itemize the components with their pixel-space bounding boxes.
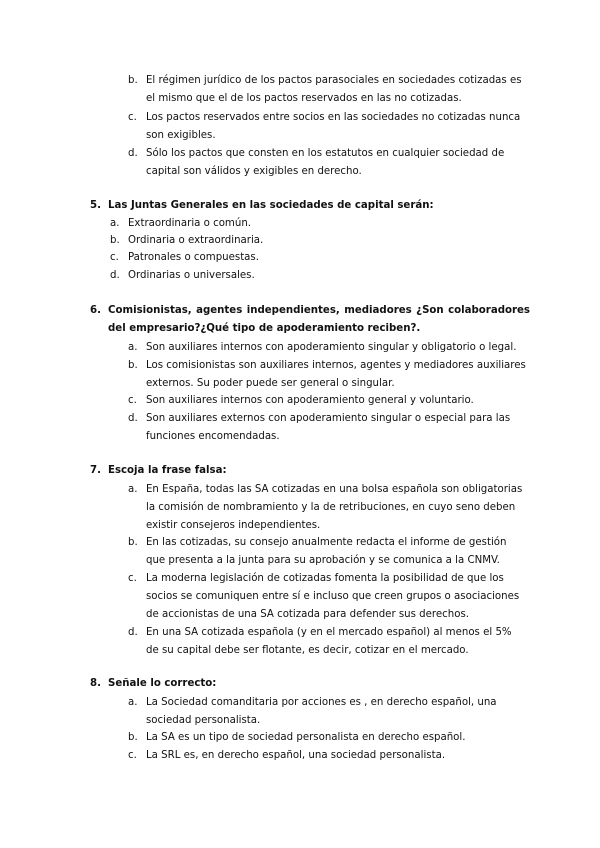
question-text: Comisionistas, agentes independientes, mediadores ¿Son colaboradores del empresario?¿Qué tipo de apoderamiento reciben?. <box>108 305 530 334</box>
option-letter: a. <box>128 342 138 353</box>
question-number: 8. <box>90 678 101 689</box>
option-text: Ordinarias o universales. <box>128 270 255 281</box>
option-text: En las cotizadas, su consejo anualmente redacta el informe de gestión que presenta a la junta para su aprobación y se comunica a la CNMV. <box>146 537 507 566</box>
option-text: La moderna legislación de cotizadas fomenta la posibilidad de que los socios se comuniquen entre sí e incluso que creen grupos o asociaciones de accionistas de una SA cotizada para defender sus derechos. <box>146 573 520 620</box>
q4-option-d <box>128 145 526 181</box>
q8-option-c <box>128 747 526 765</box>
option-letter: a. <box>110 218 120 229</box>
question-number: 5. <box>90 200 101 211</box>
q5-option-d <box>110 267 528 285</box>
question-number: 7. <box>90 465 101 476</box>
option-letter: b. <box>128 360 138 371</box>
q4-option-b <box>128 72 526 108</box>
option-text: La SA es un tipo de sociedad personalista en derecho español. <box>146 732 466 743</box>
option-text: La SRL es, en derecho español, una sociedad personalista. <box>146 750 446 761</box>
q8-option-b <box>128 729 526 747</box>
option-text: Son auxiliares internos con apoderamiento singular y obligatorio o legal. <box>146 342 517 353</box>
option-letter: b. <box>128 75 138 86</box>
option-letter: c. <box>128 395 137 406</box>
option-text: Son auxiliares internos con apoderamiento general y voluntario. <box>146 395 474 406</box>
q5-option-b <box>110 232 528 250</box>
option-text: Son auxiliares externos con apoderamiento singular o especial para las funciones encomendadas. <box>146 413 511 442</box>
option-letter: c. <box>128 573 137 584</box>
question-text: Señale lo correcto: <box>108 678 217 689</box>
option-text: Patronales o compuestas. <box>128 252 259 263</box>
question-number: 6. <box>90 305 101 316</box>
option-letter: b. <box>128 537 138 548</box>
option-text: La Sociedad comanditaria por acciones es , en derecho español, una sociedad personalista. <box>146 697 497 726</box>
option-letter: a. <box>128 697 138 708</box>
option-letter: c. <box>128 750 137 761</box>
option-letter: c. <box>128 112 137 123</box>
q7-option-d <box>128 624 526 660</box>
q7-option-c <box>128 570 526 624</box>
option-letter: b. <box>128 732 138 743</box>
option-text: En una SA cotizada española (y en el mercado español) al menos el 5% de su capital debe ser flotante, es decir, cotizar en el mercado. <box>146 627 512 656</box>
q6-option-b <box>128 357 526 393</box>
option-text: Los comisionistas son auxiliares internos, agentes y mediadores auxiliares externos. Su poder puede ser general o singular. <box>146 360 526 389</box>
question-text: Escoja la frase falsa: <box>108 465 227 476</box>
q4-option-c <box>128 109 526 145</box>
option-letter: a. <box>128 484 138 495</box>
q8-option-a <box>128 694 526 730</box>
option-letter: d. <box>110 270 120 281</box>
q5-option-c <box>110 249 528 267</box>
q6-option-c <box>128 392 526 410</box>
option-letter: d. <box>128 148 138 159</box>
option-text: Los pactos reservados entre socios en las sociedades no cotizadas nunca son exigibles. <box>146 112 521 141</box>
option-text: En España, todas las SA cotizadas en una bolsa española son obligatorias la comisión de nombramiento y la de retribuciones, en cuyo seno deben existir consejeros independientes. <box>146 484 523 531</box>
option-letter: b. <box>110 235 120 246</box>
option-letter: c. <box>110 252 119 263</box>
question-text: Las Juntas Generales en las sociedades de capital serán: <box>108 200 434 211</box>
option-text: Ordinaria o extraordinaria. <box>128 235 264 246</box>
q6-option-d <box>128 410 526 446</box>
option-text: Sólo los pactos que consten en los estatutos en cualquier sociedad de capital son válidos y exigibles en derecho. <box>146 148 505 177</box>
q7-option-b <box>128 534 526 570</box>
q5-option-a <box>110 215 528 233</box>
option-letter: d. <box>128 627 138 638</box>
option-text: El régimen jurídico de los pactos parasociales en sociedades cotizadas es el mismo que el de los pactos reservados en las no cotizadas. <box>146 75 522 104</box>
option-text: Extraordinaria o común. <box>128 218 252 229</box>
q7-option-a <box>128 481 526 535</box>
q6-option-a <box>128 339 526 357</box>
option-letter: d. <box>128 413 138 424</box>
